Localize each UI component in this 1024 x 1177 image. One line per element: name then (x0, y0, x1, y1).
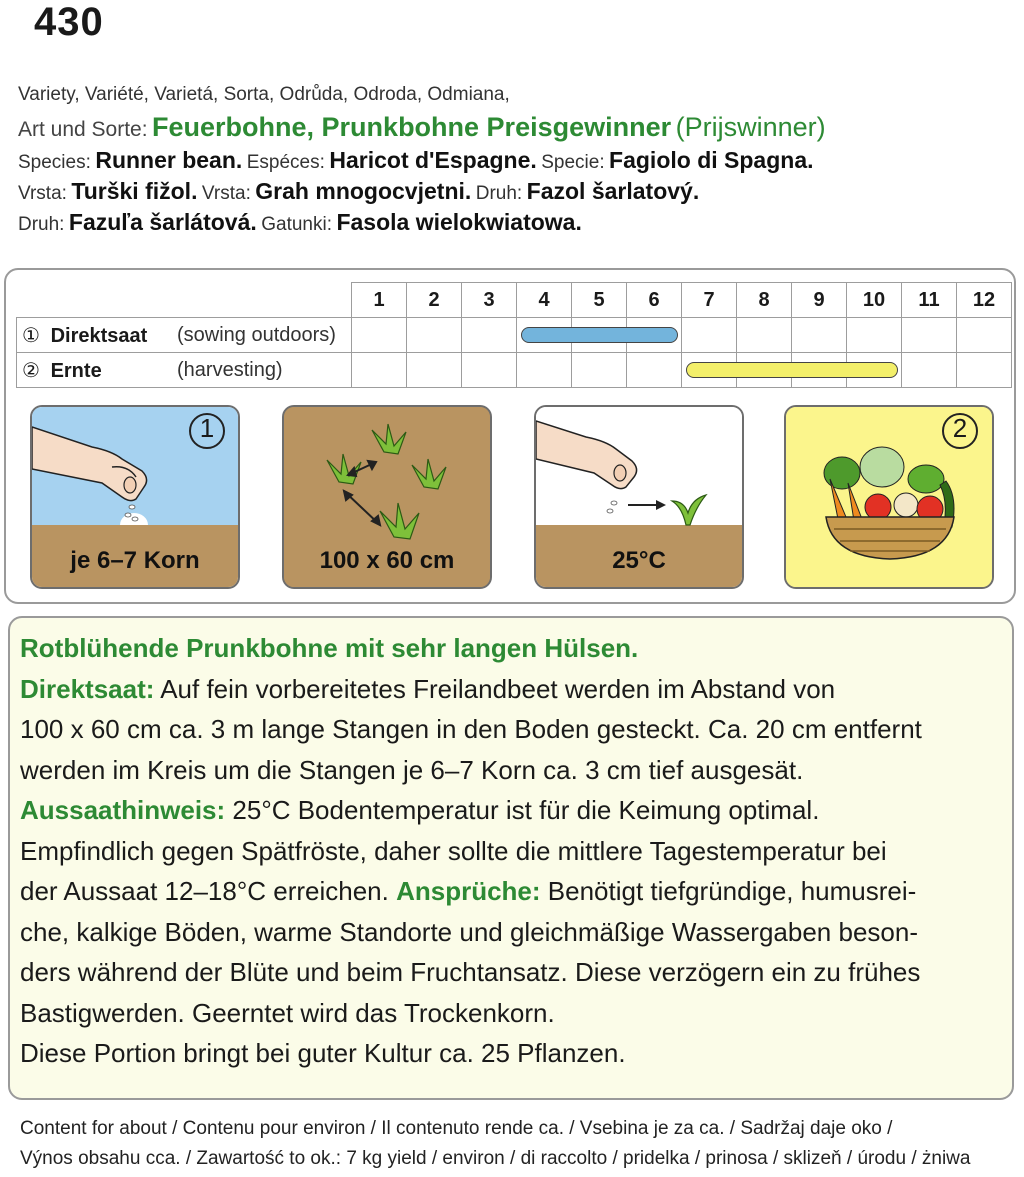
species-label: Gatunki: (261, 213, 332, 235)
panel-marker-one: 1 (199, 413, 215, 443)
calendar-corner (17, 283, 352, 318)
art-label: Art und Sorte: (18, 117, 148, 141)
row-label-sowing (17, 318, 352, 353)
description-line (20, 993, 1002, 1034)
month-1: 1 (352, 283, 407, 318)
month-6: 6 (627, 283, 682, 318)
month-12: 12 (957, 283, 1012, 318)
description-text: Benötigt tiefgründige, humusrei- (540, 876, 917, 906)
description-line (20, 628, 1002, 669)
variety-labels: Variety, Variété, Varietá, Sorta, Odrůda, Odroda, Odmiana, (18, 84, 510, 105)
description-text: werden im Kreis um die Stangen je 6–7 Korn ca. 3 cm tief ausgesät. (20, 754, 804, 785)
description-text: der Aussaat 12–18°C erreichen. (20, 876, 397, 906)
circled-two-marker: ② (22, 359, 40, 382)
species-line-2 (18, 178, 1018, 205)
species-line-1 (18, 147, 1018, 174)
month-4: 4 (517, 283, 572, 318)
description-line (20, 669, 1002, 710)
species-value: Runner bean. (95, 146, 243, 173)
calendar-month-row (17, 283, 1012, 318)
description-heading: Ansprüche: (396, 876, 541, 906)
footer-line-1: Content for about / Contenu pour environ / Il contenuto rende ca. / Vsebina je za ca. / Sadržaj daje oko / (20, 1118, 893, 1139)
description-line (20, 952, 1002, 993)
variety-name: Feuerbohne, Prunkbohne Preisgewinner (152, 111, 672, 142)
footer-line-2: Výnos obsahu cca. / Zawartość to ok.: 7 kg yield / environ / di raccolto / pridelka / prinosa / sklizeň / úrodu / żniwa (20, 1148, 971, 1169)
month-9: 9 (792, 283, 847, 318)
species-label: Druh: (18, 213, 65, 235)
description-line (20, 709, 1002, 750)
description-text: Auf fein vorbereitetes Freilandbeet werden im Abstand von (154, 673, 836, 704)
month-2: 2 (407, 283, 462, 318)
species-label: Specie: (541, 151, 605, 173)
species-value: Haricot d'Espagne. (329, 146, 537, 173)
species-value: Fazuľa šarlátová. (68, 208, 257, 235)
description-line (20, 871, 1002, 912)
species-value: Fasola wielokwiatowa. (336, 208, 582, 235)
species-value: Turški fižol. (71, 177, 198, 204)
month-11: 11 (902, 283, 957, 318)
description-text: Diese Portion bringt bei guter Kultur ca. 25 Pflanzen. (20, 1038, 626, 1068)
month-5: 5 (572, 283, 627, 318)
species-label: Druh: (475, 182, 523, 204)
panel-marker-two: 2 (952, 413, 968, 443)
row-label-name: Ernte (50, 359, 102, 382)
calendar-row-sowing (17, 318, 1012, 353)
description-text: che, kalkige Böden, warme Standorte und gleichmäßige Wassergaben beson- (20, 916, 918, 947)
month-8: 8 (737, 283, 792, 318)
species-label: Vrsta: (18, 182, 67, 204)
species-label: Species: (18, 151, 91, 173)
species-label: Vrsta: (201, 182, 251, 204)
month-3: 3 (462, 283, 517, 318)
panel-temperature (534, 405, 744, 589)
circled-one-marker: ① (22, 324, 40, 347)
harvest-period-bar (686, 362, 898, 378)
species-line-3 (18, 209, 1018, 236)
description-text: 100 x 60 cm ca. 3 m lange Stangen in den Boden gesteckt. Ca. 20 cm entfernt (20, 714, 922, 744)
sowing-period-bar (521, 327, 678, 343)
header-titles (18, 84, 1018, 239)
description-text: Bastigwerden. Geerntet wird das Trockenkorn. (20, 997, 555, 1028)
sowing-calendar-box (4, 268, 1016, 604)
species-label: Espéces: (246, 151, 325, 173)
species-value: Fagiolo di Spagna. (609, 146, 814, 173)
panel-sowing (30, 405, 240, 589)
month-7: 7 (682, 283, 737, 318)
panel-caption-seeds: je 6–7 Korn (70, 547, 200, 574)
description-line (20, 750, 1002, 791)
description-heading: Direktsaat: (20, 673, 155, 704)
description-text: Empfindlich gegen Spätfröste, daher sollte die mittlere Tagestemperatur bei (20, 835, 887, 866)
panel-caption-temperature: 25°C (612, 547, 666, 574)
row-label-name: Direktsaat (50, 324, 148, 347)
panel-spacing (282, 405, 492, 589)
variety-name-alt: (Prijswinner) (675, 111, 826, 142)
description-heading: Rotblühende Prunkbohne mit sehr langen Hülsen. (20, 633, 639, 663)
description-line (20, 912, 1002, 953)
description-line (20, 790, 1002, 831)
row-label-harvest (17, 353, 352, 388)
description-line (20, 1033, 1002, 1074)
content-yield-footer (20, 1114, 970, 1174)
packet-number: 430 (34, 0, 104, 44)
species-value: Fazol šarlatový. (526, 177, 700, 204)
month-10: 10 (847, 283, 902, 318)
description-text: 25°C Bodentemperatur ist für die Keimung optimal. (225, 795, 820, 825)
row-label-translation: (harvesting) (177, 359, 283, 381)
description-box (8, 616, 1014, 1100)
description-text: ders während der Blüte und beim Fruchtansatz. Diese verzögern ein zu frühes (20, 957, 921, 987)
row-label-translation: (sowing outdoors) (177, 324, 336, 346)
panel-harvest (784, 405, 994, 589)
variety-title-line (18, 112, 1018, 143)
description-heading: Aussaathinweis: (20, 795, 226, 825)
description-line (20, 831, 1002, 872)
species-value: Grah mnogocvjetni. (255, 177, 472, 204)
panel-caption-spacing: 100 x 60 cm (319, 547, 455, 574)
